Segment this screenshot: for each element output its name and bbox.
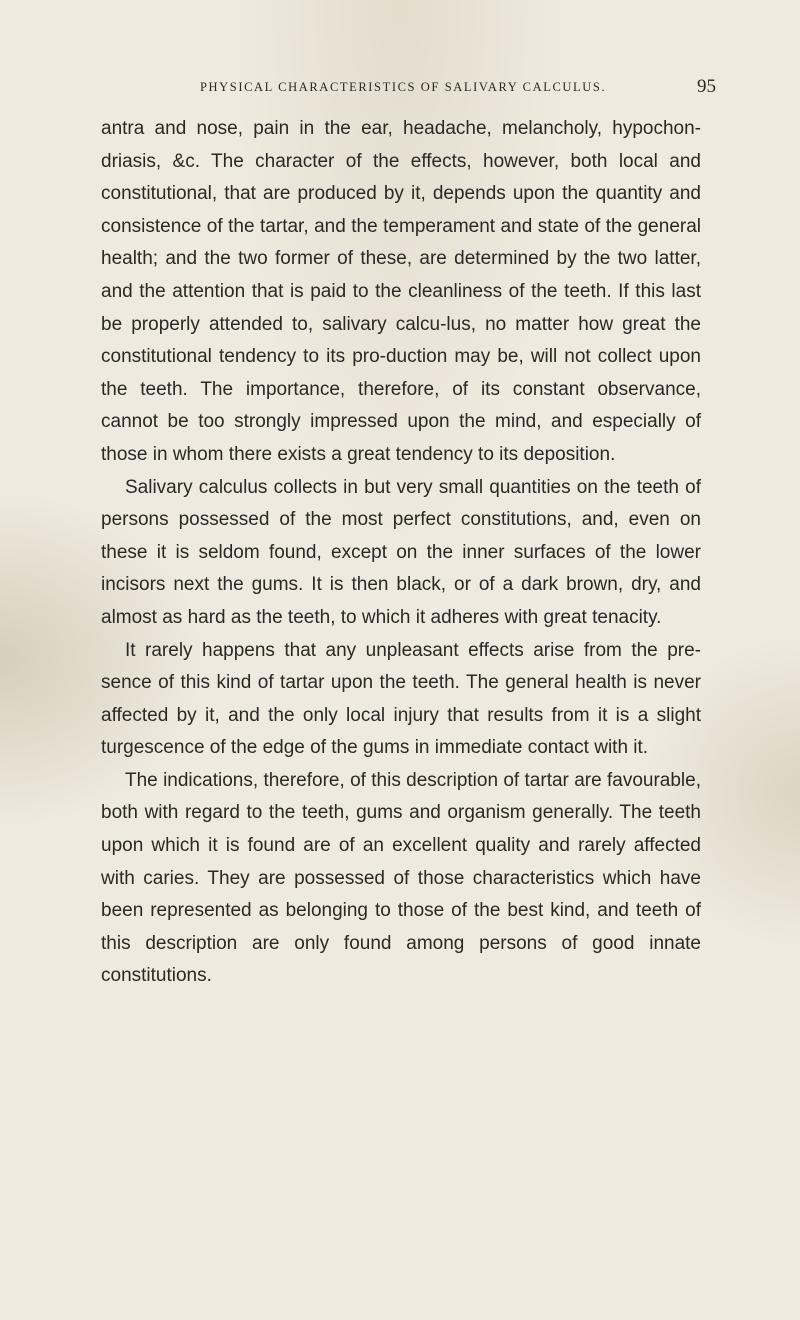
body-text: [101, 113, 701, 993]
paragraph: It rarely happens that any unpleasant effects arise from the pre-sence of this kind of tartar upon the teeth. The general health is never affected by it, and the only local injury that results from it is a slight turgescence of the edge of the gums in immediate contact with it.: [101, 639, 701, 759]
paragraph-continued: antra and nose, pain in the ear, headache, melancholy, hypochon-driasis, &c. The character of the effects, however, both local and constitutional, that are produced by it, depends upon the quantity and consistence of the tartar, and the temperament and state of the general health; and the two former of these, are determined by the two latter, and the attention that is paid to the cleanliness of the teeth. If this last be properly attended to, salivary calcu-lus, no matter how great the constitutional tendency to its pro-duction may be, will not collect upon the teeth. The importance, therefore, of its constant observance, cannot be too strongly impressed upon the mind, and especially of those in whom there exists a great tendency to its deposition.: [101, 118, 701, 465]
page-header: [0, 76, 800, 100]
paragraph: Salivary calculus collects in but very small quantities on the teeth of persons possessed of the most perfect constitutions, and, even on these it is seldom found, except on the inner surfaces of the lower incisors next the gums. It is then black, or of a dark brown, dry, and almost as hard as the teeth, to which it adheres with great tenacity.: [101, 476, 701, 628]
paragraph: The indications, therefore, of this description of tartar are favourable, both with regard to the teeth, gums and organism generally. The teeth upon which it is found are of an excellent quality and rarely affected with caries. They are possessed of those characteristics which have been represented as belonging to those of the best kind, and teeth of this description are only found among persons of good innate constitutions.: [101, 769, 701, 987]
running-head: PHYSICAL CHARACTERISTICS OF SALIVARY CALCULUS.: [200, 80, 607, 94]
page-number: 95: [697, 76, 716, 97]
